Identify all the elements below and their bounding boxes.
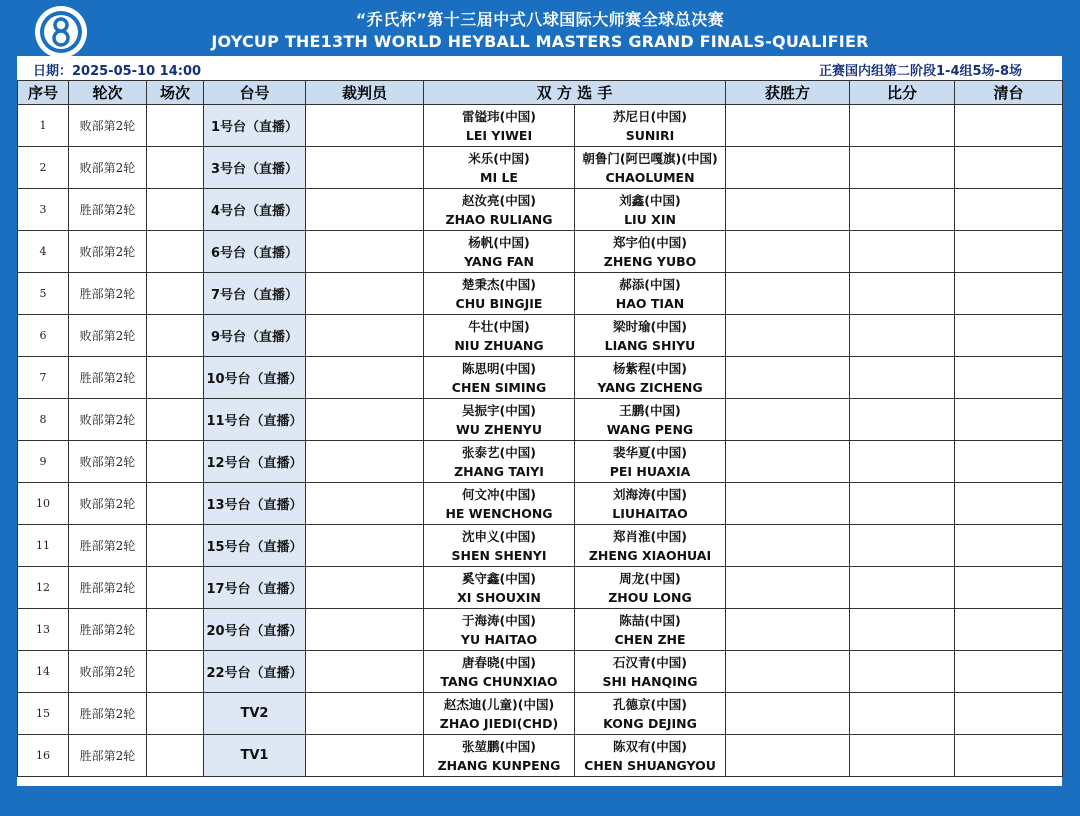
- col-header-round: 轮次: [69, 81, 147, 105]
- table-row: [18, 315, 1063, 357]
- cell-session: [147, 483, 204, 525]
- cell-referee: [306, 483, 424, 525]
- player-name-cn: 刘海涛(中国): [613, 486, 687, 502]
- table-row: [18, 147, 1063, 189]
- cell-round: 败部第2轮: [69, 105, 147, 147]
- cell-player-2: [575, 357, 726, 399]
- cell-player-1: [424, 693, 575, 735]
- cell-table: 15号台（直播）: [204, 525, 306, 567]
- cell-no: 1: [18, 105, 69, 147]
- col-header-clear: 清台: [955, 81, 1063, 105]
- table-row: [18, 609, 1063, 651]
- title-english: JOYCUP THE13TH WORLD HEYBALL MASTERS GRAND FINALS-QUALIFIER: [211, 32, 869, 51]
- cell-referee: [306, 651, 424, 693]
- col-header-table: 台号: [204, 81, 306, 105]
- col-header-score: 比分: [850, 81, 955, 105]
- cell-table: TV2: [204, 693, 306, 735]
- player-name-en: WU ZHENYU: [455, 421, 543, 437]
- player-name-cn: 米乐(中国): [468, 150, 530, 166]
- player-name-en: ZHANG KUNPENG: [437, 757, 561, 773]
- cell-score: [850, 273, 955, 315]
- cell-table: 3号台（直播）: [204, 147, 306, 189]
- player-name-en: YANG FAN: [464, 253, 534, 269]
- cell-player-2: [575, 105, 726, 147]
- cell-round: 败部第2轮: [69, 651, 147, 693]
- cell-winner: [726, 147, 850, 189]
- player-name-en: ZHOU LONG: [608, 589, 692, 605]
- cell-clear: [955, 231, 1063, 273]
- cell-no: 2: [18, 147, 69, 189]
- cell-session: [147, 651, 204, 693]
- player-name-cn: 杨紫程(中国): [613, 360, 687, 376]
- cell-player-2: [575, 525, 726, 567]
- cell-table: 20号台（直播）: [204, 609, 306, 651]
- cell-score: [850, 441, 955, 483]
- table-row: [18, 525, 1063, 567]
- cell-clear: [955, 609, 1063, 651]
- player-name-en: LIUHAITAO: [612, 505, 688, 521]
- cell-round: 败部第2轮: [69, 483, 147, 525]
- table-row: [18, 273, 1063, 315]
- cell-winner: [726, 483, 850, 525]
- player-name-cn: 于海涛(中国): [462, 612, 536, 628]
- cell-round: 败部第2轮: [69, 399, 147, 441]
- player-name-cn: 石汉青(中国): [613, 654, 687, 670]
- cell-no: 13: [18, 609, 69, 651]
- cell-table: 1号台（直播）: [204, 105, 306, 147]
- cell-player-1: [424, 609, 575, 651]
- cell-round: 胜部第2轮: [69, 693, 147, 735]
- player-name-en: KONG DEJING: [603, 715, 697, 731]
- cell-winner: [726, 231, 850, 273]
- cell-session: [147, 357, 204, 399]
- cell-player-2: [575, 315, 726, 357]
- cell-session: [147, 399, 204, 441]
- cell-score: [850, 483, 955, 525]
- cell-session: [147, 315, 204, 357]
- cell-table: 17号台（直播）: [204, 567, 306, 609]
- cell-player-1: [424, 189, 575, 231]
- cell-session: [147, 525, 204, 567]
- table-row: [18, 483, 1063, 525]
- cell-referee: [306, 273, 424, 315]
- cell-player-2: [575, 399, 726, 441]
- player-name-en: HE WENCHONG: [445, 505, 553, 521]
- cell-player-2: [575, 735, 726, 777]
- table-row: [18, 357, 1063, 399]
- title-chinese: “乔氏杯”第十三届中式八球国际大师赛全球总决赛: [355, 10, 725, 29]
- cell-score: [850, 567, 955, 609]
- table-row: [18, 735, 1063, 777]
- player-name-cn: 苏尼日(中国): [613, 108, 687, 124]
- cell-player-1: [424, 567, 575, 609]
- cell-player-1: [424, 105, 575, 147]
- cell-player-2: [575, 273, 726, 315]
- cell-winner: [726, 399, 850, 441]
- cell-round: 败部第2轮: [69, 231, 147, 273]
- player-name-cn: 王鹏(中国): [619, 402, 681, 418]
- cell-player-1: [424, 525, 575, 567]
- player-name-en: LIU XIN: [624, 211, 676, 227]
- cell-winner: [726, 441, 850, 483]
- cell-player-1: [424, 357, 575, 399]
- col-header-session: 场次: [147, 81, 204, 105]
- player-name-en: ZHENG XIAOHUAI: [588, 547, 712, 563]
- cell-session: [147, 609, 204, 651]
- match-table: [17, 80, 1063, 777]
- cell-referee: [306, 147, 424, 189]
- cell-table: 12号台（直播）: [204, 441, 306, 483]
- table-header-row: [18, 81, 1063, 105]
- cell-winner: [726, 105, 850, 147]
- cell-no: 15: [18, 693, 69, 735]
- cell-winner: [726, 693, 850, 735]
- cell-no: 6: [18, 315, 69, 357]
- cell-no: 11: [18, 525, 69, 567]
- player-name-cn: 雷镒玮(中国): [462, 108, 536, 124]
- player-name-cn: 梁时瑜(中国): [613, 318, 687, 334]
- cell-table: 6号台（直播）: [204, 231, 306, 273]
- cell-player-1: [424, 735, 575, 777]
- table-row: [18, 567, 1063, 609]
- player-name-en: LEI YIWEI: [465, 127, 533, 143]
- player-name-cn: 张泰艺(中国): [462, 444, 536, 460]
- cell-referee: [306, 693, 424, 735]
- cell-round: 胜部第2轮: [69, 357, 147, 399]
- cell-referee: [306, 441, 424, 483]
- player-name-cn: 杨帆(中国): [468, 234, 530, 250]
- player-name-en: CHEN SIMING: [451, 379, 547, 395]
- cell-player-1: [424, 441, 575, 483]
- cell-referee: [306, 189, 424, 231]
- cell-score: [850, 651, 955, 693]
- cell-score: [850, 357, 955, 399]
- cell-table: 13号台（直播）: [204, 483, 306, 525]
- schedule-sheet: [17, 56, 1062, 786]
- table-row: [18, 231, 1063, 273]
- player-name-cn: 陈思明(中国): [462, 360, 536, 376]
- cell-player-2: [575, 147, 726, 189]
- cell-no: 5: [18, 273, 69, 315]
- cell-clear: [955, 525, 1063, 567]
- player-name-en: YU HAITAO: [460, 631, 538, 647]
- cell-winner: [726, 357, 850, 399]
- cell-clear: [955, 483, 1063, 525]
- cell-winner: [726, 651, 850, 693]
- player-name-cn: 裴华夏(中国): [613, 444, 687, 460]
- player-name-cn: 郑宇伯(中国): [613, 234, 687, 250]
- player-name-en: ZHAO JIEDI(CHD): [439, 715, 559, 731]
- cell-round: 胜部第2轮: [69, 567, 147, 609]
- player-name-cn: 楚秉杰(中国): [462, 276, 536, 292]
- cell-player-2: [575, 231, 726, 273]
- cell-no: 8: [18, 399, 69, 441]
- cell-clear: [955, 693, 1063, 735]
- cell-no: 4: [18, 231, 69, 273]
- cell-referee: [306, 567, 424, 609]
- cell-player-1: [424, 483, 575, 525]
- cell-no: 16: [18, 735, 69, 777]
- cell-session: [147, 441, 204, 483]
- cell-table: 4号台（直播）: [204, 189, 306, 231]
- player-name-en: SUNIRI: [625, 127, 675, 143]
- player-name-en: XI SHOUXIN: [457, 589, 541, 605]
- cell-round: 败部第2轮: [69, 315, 147, 357]
- cell-score: [850, 609, 955, 651]
- cell-round: 胜部第2轮: [69, 525, 147, 567]
- cell-player-1: [424, 273, 575, 315]
- cell-score: [850, 693, 955, 735]
- player-name-en: SHEN SHENYI: [451, 547, 547, 563]
- player-name-en: CHU BINGJIE: [455, 295, 543, 311]
- cell-winner: [726, 609, 850, 651]
- cell-clear: [955, 273, 1063, 315]
- cell-no: 10: [18, 483, 69, 525]
- cell-clear: [955, 399, 1063, 441]
- cell-no: 12: [18, 567, 69, 609]
- cell-clear: [955, 567, 1063, 609]
- cell-referee: [306, 609, 424, 651]
- table-row: [18, 399, 1063, 441]
- player-name-en: NIU ZHUANG: [454, 337, 544, 353]
- cell-score: [850, 315, 955, 357]
- cell-score: [850, 189, 955, 231]
- cell-no: 3: [18, 189, 69, 231]
- cell-no: 14: [18, 651, 69, 693]
- player-name-en: CHEN SHUANGYOU: [584, 757, 716, 773]
- cell-round: 败部第2轮: [69, 441, 147, 483]
- cell-winner: [726, 525, 850, 567]
- cell-clear: [955, 735, 1063, 777]
- player-name-cn: 唐春晓(中国): [462, 654, 536, 670]
- cell-score: [850, 105, 955, 147]
- cell-session: [147, 147, 204, 189]
- cell-player-2: [575, 651, 726, 693]
- cell-session: [147, 567, 204, 609]
- cell-winner: [726, 735, 850, 777]
- cell-session: [147, 735, 204, 777]
- cell-round: 败部第2轮: [69, 147, 147, 189]
- cell-clear: [955, 105, 1063, 147]
- cell-referee: [306, 231, 424, 273]
- cell-session: [147, 231, 204, 273]
- player-name-en: ZHENG YUBO: [603, 253, 697, 269]
- player-name-cn: 孔德京(中国): [613, 696, 687, 712]
- cell-round: 胜部第2轮: [69, 189, 147, 231]
- player-name-cn: 郝添(中国): [619, 276, 681, 292]
- match-date: 日期：2025-05-10 14:00: [33, 64, 202, 79]
- player-name-cn: 奚守鑫(中国): [462, 570, 536, 586]
- player-name-cn: 陈喆(中国): [619, 612, 681, 628]
- cell-referee: [306, 105, 424, 147]
- table-row: [18, 693, 1063, 735]
- cell-player-2: [575, 609, 726, 651]
- player-name-cn: 牛壮(中国): [468, 318, 530, 334]
- cell-table: 11号台（直播）: [204, 399, 306, 441]
- cell-player-1: [424, 399, 575, 441]
- player-name-cn: 何文冲(中国): [462, 486, 536, 502]
- cell-score: [850, 735, 955, 777]
- cell-player-1: [424, 315, 575, 357]
- player-name-en: TANG CHUNXIAO: [440, 673, 558, 689]
- cell-winner: [726, 189, 850, 231]
- cell-winner: [726, 567, 850, 609]
- player-name-cn: 赵杰迪(儿童)(中国): [443, 696, 555, 712]
- cell-score: [850, 147, 955, 189]
- cell-session: [147, 273, 204, 315]
- info-bar: [17, 56, 1062, 81]
- cell-player-2: [575, 567, 726, 609]
- cell-referee: [306, 525, 424, 567]
- player-name-cn: 赵汝亮(中国): [462, 192, 536, 208]
- cell-referee: [306, 735, 424, 777]
- cell-table: 10号台（直播）: [204, 357, 306, 399]
- table-row: [18, 189, 1063, 231]
- cell-no: 7: [18, 357, 69, 399]
- cell-clear: [955, 189, 1063, 231]
- col-header-no: 序号: [18, 81, 69, 105]
- cell-table: 22号台（直播）: [204, 651, 306, 693]
- player-name-en: WANG PENG: [606, 421, 694, 437]
- cell-clear: [955, 651, 1063, 693]
- stage-label: 正赛国内组第二阶段1-4组5场-8场: [819, 64, 1022, 79]
- cell-clear: [955, 315, 1063, 357]
- player-name-en: SHI HANQING: [602, 673, 698, 689]
- cell-score: [850, 525, 955, 567]
- table-row: [18, 105, 1063, 147]
- cell-winner: [726, 273, 850, 315]
- player-name-cn: 周龙(中国): [619, 570, 681, 586]
- player-name-cn: 朝鲁门(阿巴嘎旗)(中国): [582, 150, 718, 166]
- cell-player-2: [575, 693, 726, 735]
- cell-referee: [306, 315, 424, 357]
- cell-player-1: [424, 231, 575, 273]
- player-name-cn: 陈双有(中国): [613, 738, 687, 754]
- player-name-cn: 郑肖淮(中国): [613, 528, 687, 544]
- cell-round: 胜部第2轮: [69, 735, 147, 777]
- cell-table: 7号台（直播）: [204, 273, 306, 315]
- cell-clear: [955, 357, 1063, 399]
- cell-winner: [726, 315, 850, 357]
- cell-clear: [955, 441, 1063, 483]
- player-name-en: LIANG SHIYU: [604, 337, 696, 353]
- cell-referee: [306, 399, 424, 441]
- cell-player-2: [575, 189, 726, 231]
- col-header-winner: 获胜方: [726, 81, 850, 105]
- bottom-bar: [0, 786, 1080, 816]
- cell-table: 9号台（直播）: [204, 315, 306, 357]
- cell-player-2: [575, 483, 726, 525]
- cell-referee: [306, 357, 424, 399]
- player-name-en: HAO TIAN: [615, 295, 685, 311]
- cell-score: [850, 231, 955, 273]
- cell-no: 9: [18, 441, 69, 483]
- cell-table: TV1: [204, 735, 306, 777]
- table-row: [18, 651, 1063, 693]
- player-name-en: YANG ZICHENG: [597, 379, 703, 395]
- player-name-en: CHAOLUMEN: [605, 169, 695, 185]
- cell-player-2: [575, 441, 726, 483]
- player-name-cn: 张堃鹏(中国): [462, 738, 536, 754]
- player-name-cn: 刘鑫(中国): [619, 192, 681, 208]
- page-header: [0, 0, 1080, 56]
- player-name-en: ZHANG TAIYI: [454, 463, 544, 479]
- cell-session: [147, 189, 204, 231]
- cell-clear: [955, 147, 1063, 189]
- player-name-cn: 沈申义(中国): [462, 528, 536, 544]
- table-row: [18, 441, 1063, 483]
- player-name-cn: 吴振宇(中国): [462, 402, 536, 418]
- player-name-en: MI LE: [480, 169, 518, 185]
- cell-player-1: [424, 147, 575, 189]
- cell-player-1: [424, 651, 575, 693]
- player-name-en: CHEN ZHE: [614, 631, 686, 647]
- cell-session: [147, 693, 204, 735]
- player-name-en: PEI HUAXIA: [609, 463, 691, 479]
- col-header-referee: 裁判员: [306, 81, 424, 105]
- cell-round: 胜部第2轮: [69, 273, 147, 315]
- cell-score: [850, 399, 955, 441]
- cell-session: [147, 105, 204, 147]
- cell-round: 胜部第2轮: [69, 609, 147, 651]
- col-header-players: 双 方 选 手: [424, 81, 726, 105]
- player-name-en: ZHAO RULIANG: [445, 211, 553, 227]
